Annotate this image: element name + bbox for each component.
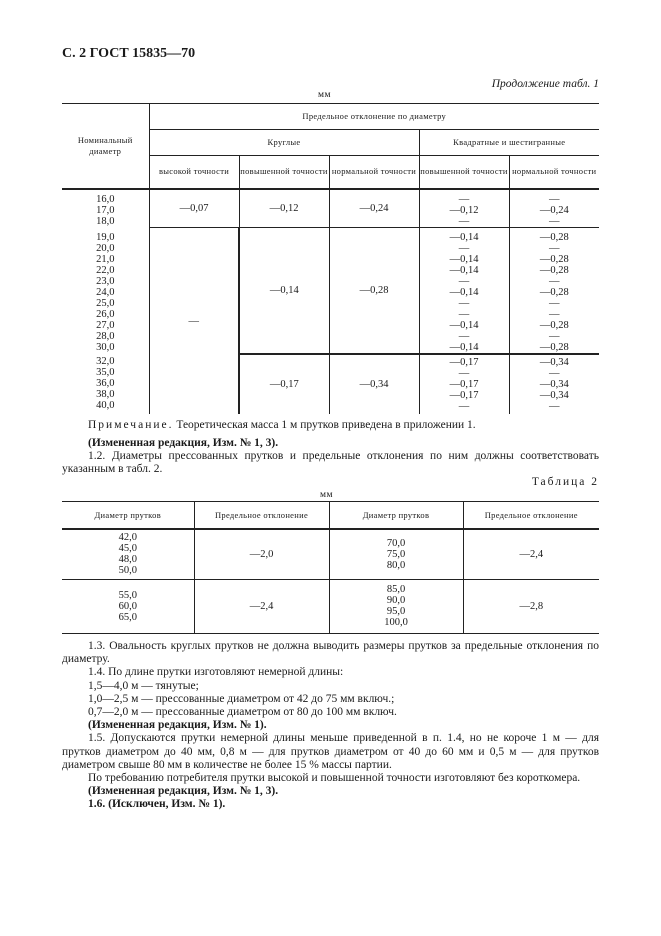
page-header: С. 2 ГОСТ 15835—70 — [62, 46, 196, 61]
t2-r1-deviation-a: —2,0 — [194, 529, 329, 579]
header-deviation-group: Предельное отклонение по диаметру — [149, 104, 599, 130]
table-continuation-label: Продолжение табл. 1 — [491, 78, 599, 90]
table-cell-value: 18,0 — [96, 215, 115, 227]
g2-normal: —0,28 — [329, 228, 419, 355]
table-cell-value: 95,0 — [386, 606, 406, 617]
table-cell-value: 19,0 — [96, 231, 115, 243]
table-cell-value: 24,0 — [96, 286, 115, 298]
paragraph-1-4: 1.4. По длине прутки изготовляют немерной длины: — [88, 666, 344, 679]
table-cell-value: — — [458, 368, 470, 379]
table-cell-value: —0,17 — [449, 357, 479, 368]
table-cell-value: 17,0 — [96, 204, 115, 216]
header-high-precision: высокой точности — [149, 156, 239, 189]
table-cell-value: — — [549, 298, 560, 309]
table-cell-value: 28,0 — [96, 330, 115, 342]
table-2 — [62, 501, 599, 634]
table-cell-value: — — [549, 401, 560, 412]
table-cell-value: — — [549, 368, 560, 379]
table-cell-value: —0,34 — [539, 379, 569, 390]
t2-header-diameter-2: Диаметр прутков — [329, 502, 463, 530]
g1-sq-increased — [419, 189, 509, 228]
table-cell-value: 25,0 — [96, 297, 115, 309]
paragraph-1-4-b: 1,0—2,5 м — прессованные диаметром от 42 до 75 мм включ.; — [88, 692, 395, 705]
g2-high: — — [149, 228, 239, 415]
t2-header-deviation-2: Предельное отклонение — [463, 502, 599, 530]
table-cell-value: 22,0 — [96, 264, 115, 276]
table-cell-value: 50,0 — [118, 565, 137, 577]
header-sq-normal-precision: нормальной точности — [509, 156, 599, 189]
table-cell-value: 100,0 — [384, 617, 408, 628]
header-square-hex: Квадратные и шестигранные — [419, 130, 599, 156]
table-cell-value: 45,0 — [118, 543, 137, 555]
table-cell-value: 60,0 — [118, 600, 137, 612]
table-cell-value: — — [458, 193, 470, 205]
table-cell-value: 26,0 — [96, 308, 115, 320]
t2-r2-deviation-b: —2,8 — [463, 579, 599, 633]
table-cell-value: — — [549, 276, 560, 287]
table-cell-value: 42,0 — [118, 532, 137, 544]
table-cell-value: — — [549, 309, 560, 320]
t2-r2-deviation-a: —2,4 — [194, 579, 329, 633]
g1-high: —0,07 — [149, 189, 239, 228]
table-cell-value: 38,0 — [96, 389, 115, 400]
table-cell-value: — — [458, 276, 470, 287]
table-cell-value: — — [458, 243, 470, 254]
table-cell-value: —0,28 — [539, 342, 569, 353]
table-cell-value: 20,0 — [96, 242, 115, 254]
paragraph-1-2: 1.2. Диаметры прессованных прутков и предельные отклонения по ним должны соответствовать указанным в табл. 2. — [62, 450, 599, 476]
paragraph-1-4-a: 1,5—4,0 м — тянутые; — [88, 679, 199, 692]
edit-note-1: (Измененная редакция, Изм. № 1, 3). — [88, 437, 279, 449]
table-cell-value: —0,14 — [449, 320, 479, 331]
paragraph-1-5-b: По требованию потребителя прутки высокой и повышенной точности изготовляют без короткомера. — [88, 772, 581, 785]
g1-sq-normal — [509, 189, 599, 228]
table-cell-value: 55,0 — [118, 589, 137, 601]
table-cell-value: 75,0 — [386, 548, 406, 560]
table-cell-value: —0,14 — [449, 254, 479, 265]
table-cell-value: 65,0 — [118, 611, 137, 623]
t2-r2-diameters-b — [329, 579, 463, 633]
table-cell-value: —0,17 — [449, 379, 479, 390]
diameters-group-1 — [62, 189, 149, 228]
table-cell-value: —0,24 — [539, 204, 569, 216]
table-cell-value: — — [458, 309, 470, 320]
table-cell-value: 36,0 — [96, 378, 115, 389]
paragraph-1-4-c: 0,7—2,0 м — прессованные диаметром от 80 до 100 мм включ. — [88, 706, 397, 719]
body-text — [62, 640, 599, 812]
g3-normal: —0,34 — [329, 354, 419, 414]
edit-note-2: (Измененная редакция, Изм. № 1). — [88, 719, 267, 732]
t2-r2-diameters-a — [62, 579, 194, 633]
header-increased-precision: повышенной точности — [239, 156, 329, 189]
table-cell-value: — — [458, 298, 470, 309]
table-cell-value: —0,34 — [539, 357, 569, 368]
paragraph-1-3: 1.3. Овальность круглых прутков не должна выводить размеры прутков за предельные отклонения по диаметру. — [62, 640, 599, 666]
table-cell-value: 70,0 — [386, 537, 406, 549]
table-cell-value: — — [458, 331, 470, 342]
table-cell-value: 23,0 — [96, 275, 115, 287]
g3-sq-normal — [509, 354, 599, 414]
g2-sq-normal — [509, 228, 599, 355]
t2-r1-diameters-b — [329, 529, 463, 579]
table-cell-value: 32,0 — [96, 356, 115, 367]
table-cell-value: —0,28 — [539, 232, 569, 243]
table-cell-value: 27,0 — [96, 319, 115, 331]
t2-header-diameter-1: Диаметр прутков — [62, 502, 194, 530]
diameters-group-3 — [62, 354, 149, 414]
table-cell-value: 40,0 — [96, 400, 115, 411]
table-cell-value: — — [549, 243, 560, 254]
table-cell-value: —0,28 — [539, 287, 569, 298]
table-cell-value: 48,0 — [118, 554, 137, 566]
table-cell-value: — — [549, 215, 560, 227]
table-cell-value: —0,34 — [539, 390, 569, 401]
g2-sq-increased — [419, 228, 509, 355]
table-cell-value: 80,0 — [386, 559, 406, 571]
table-cell-value: 16,0 — [96, 193, 115, 205]
table-cell-value: —0,17 — [449, 390, 479, 401]
table-cell-value: —0,14 — [449, 287, 479, 298]
table1-unit: мм — [318, 90, 332, 100]
header-round: Круглые — [149, 130, 419, 156]
t2-r1-diameters-a — [62, 529, 194, 579]
table-cell-value: 90,0 — [386, 595, 406, 606]
header-sq-increased-precision: повышенной точности — [419, 156, 509, 189]
note-label: Примечание. — [88, 419, 174, 431]
table-cell-value: —0,14 — [449, 265, 479, 276]
header-normal-precision: нормальной точности — [329, 156, 419, 189]
table-cell-value: 21,0 — [96, 253, 115, 265]
section-1-2 — [62, 437, 599, 477]
edit-note-3: (Измененная редакция, Изм. № 1, 3). — [88, 785, 279, 798]
g2-increased: —0,14 — [239, 228, 329, 355]
header-nominal-diameter: Номинальный диаметр — [62, 104, 149, 189]
paragraph-1-6: 1.6. (Исключен, Изм. № 1). — [88, 798, 226, 811]
t2-r1-deviation-b: —2,4 — [463, 529, 599, 579]
table-cell-value: 30,0 — [96, 341, 115, 353]
t2-header-deviation-1: Предельное отклонение — [194, 502, 329, 530]
table-cell-value: —0,12 — [449, 204, 479, 216]
paragraph-1-5: 1.5. Допускаются прутки немерной длины меньше приведенной в п. 1.4, но не короче 1 м — для прутков диаметром до 40 мм, 0,8 м — для прутков диаметром от 40 до 60 мм и 0,5 м — для прутков диаметром свыше 80 мм в количестве не более 15 % массы партии. — [62, 732, 599, 771]
table-cell-value: 35,0 — [96, 367, 115, 378]
table-cell-value: —0,14 — [449, 232, 479, 243]
g1-increased: —0,12 — [239, 189, 329, 228]
table-cell-value: — — [458, 215, 470, 227]
g1-normal: —0,24 — [329, 189, 419, 228]
g3-sq-increased — [419, 354, 509, 414]
table-cell-value: —0,28 — [539, 320, 569, 331]
table-cell-value: —0,14 — [449, 342, 479, 353]
table-1 — [62, 103, 599, 414]
table2-label: Таблица 2 — [531, 476, 599, 488]
table-cell-value: — — [549, 193, 560, 205]
g3-increased: —0,17 — [239, 354, 329, 414]
table-cell-value: 85,0 — [386, 584, 406, 595]
diameters-group-2 — [62, 228, 149, 355]
table1-note — [62, 419, 599, 432]
table-cell-value: — — [549, 331, 560, 342]
note-text: Теоретическая масса 1 м прутков приведена в приложении 1. — [173, 419, 476, 431]
table-cell-value: —0,28 — [539, 265, 569, 276]
table-cell-value: — — [458, 401, 470, 412]
table2-unit: мм — [320, 490, 334, 500]
table-cell-value: —0,28 — [539, 254, 569, 265]
